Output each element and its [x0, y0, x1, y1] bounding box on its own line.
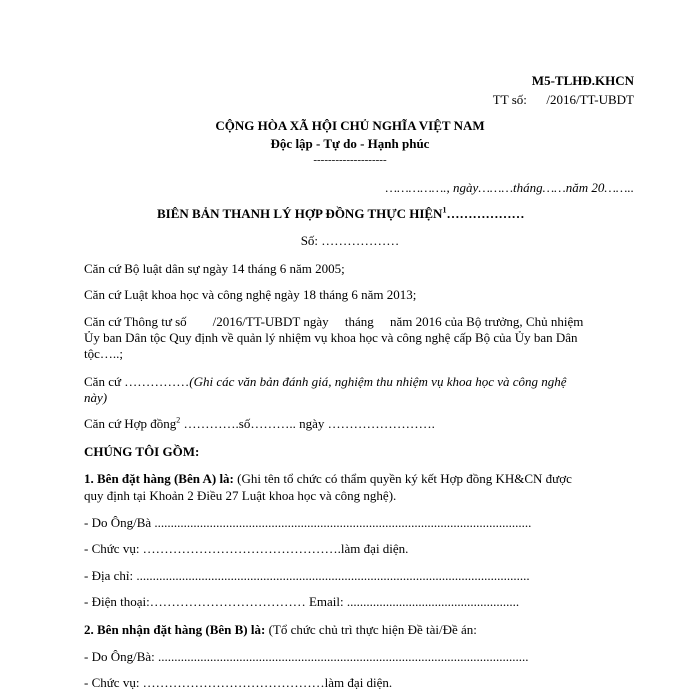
basis-circular-line-2: Ủy ban Dân tộc Quy định về quản lý nhiệm vụ khoa học và công nghệ cấp Bộ của Ủy ban Dân — [84, 330, 578, 345]
title-blank: ……………… — [446, 206, 525, 221]
party-a-position: - Chức vụ: ……………………………………….làm đại diện. — [84, 541, 409, 556]
document-title — [157, 206, 524, 222]
party-b-label: 2. Bên nhận đặt hàng (Bên B) là: — [84, 622, 266, 637]
basis-other-line-1 — [84, 374, 567, 390]
basis-contract-rest: ………….số……….. ngày ……………………. — [180, 416, 435, 431]
party-a-label: 1. Bên đặt hàng (Bên A) là: — [84, 471, 234, 486]
basis-other-prefix: Căn cứ …………… — [84, 374, 190, 389]
document-number: Số: ……………… — [300, 233, 400, 248]
parties-heading: CHÚNG TÔI GỒM: — [84, 444, 200, 459]
party-a-description: (Ghi tên tổ chức có thẩm quyền ký kết Hợp đồng KH&CN được — [233, 471, 572, 486]
basis-civil-code: Căn cứ Bộ luật dân sự ngày 14 tháng 6 năm 2005; — [84, 261, 345, 276]
basis-other-note: (Ghi các văn bản đánh giá, nghiệm thu nhiệm vụ khoa học và công nghệ — [189, 374, 567, 389]
place-and-date: ……………., ngày………tháng……năm 20…….. — [385, 180, 634, 195]
basis-other-line-2: này) — [84, 390, 108, 405]
country-name: CỘNG HÒA XÃ HỘI CHỦ NGHĨA VIỆT NAM — [215, 118, 485, 133]
basis-circular-line-1: Căn cứ Thông tư số /2016/TT-UBDT ngày tháng năm 2016 của Bộ trưởng, Chủ nhiệm — [84, 314, 584, 329]
party-a-phone-email: - Điện thoại:……………………………… Email: ..................................................... — [84, 594, 520, 609]
party-a-description-line-2: quy định tại Khoản 2 Điều 27 Luật khoa học và công nghệ). — [84, 488, 397, 503]
party-a-heading — [84, 471, 572, 487]
motto-underline: -------------------- — [313, 154, 387, 166]
party-b-representative: - Do Ông/Bà: .................................................................................................................. — [84, 649, 529, 664]
party-b-description: (Tổ chức chủ trì thực hiện Đề tài/Đề án: — [265, 622, 477, 637]
circular-reference: TT số: /2016/TT-UBDT — [492, 92, 634, 107]
basis-contract — [84, 416, 435, 432]
national-motto: Độc lập - Tự do - Hạnh phúc — [270, 136, 430, 151]
form-code: M5-TLHĐ.KHCN — [531, 73, 634, 88]
basis-science-law: Căn cứ Luật khoa học và công nghệ ngày 18 tháng 6 năm 2013; — [84, 287, 417, 302]
party-a-address: - Địa chỉ: ......................................................................................................................... — [84, 568, 530, 583]
party-b-position: - Chức vụ: ……………………………………làm đại diện. — [84, 675, 393, 690]
basis-circular-line-3: tộc…..; — [84, 346, 123, 361]
party-a-representative: - Do Ông/Bà .................................................................................................................... — [84, 515, 532, 530]
title-footnote-mark: 1 — [442, 205, 447, 215]
basis-contract-prefix: Căn cứ Hợp đồng — [84, 416, 177, 431]
contract-footnote-mark: 2 — [176, 415, 181, 425]
party-b-heading — [84, 622, 477, 638]
title-text: BIÊN BẢN THANH LÝ HỢP ĐỒNG THỰC HIỆN — [157, 206, 443, 221]
